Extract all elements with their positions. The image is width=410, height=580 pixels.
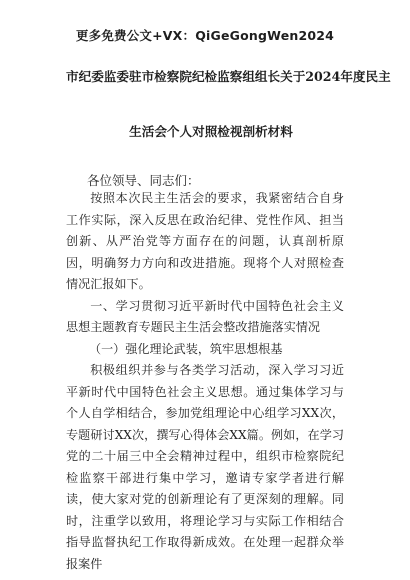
intro-paragraph: 按照本次民主生活会的要求，我紧密结合自身工作实际，深入反思在政治纪律、党性作风、担当创新、从严治党等方面存在的问题，认真剖析原因，明确努力方向和改进措施。现将个人对照检查情况汇报如下。	[66, 191, 344, 291]
section-1-heading: 一、学习贯彻习近平新时代中国特色社会主义思想主题教育专题民主生活会整改措施落实情况	[66, 298, 344, 334]
subsection-1-heading: （一）强化理论武装，筑牢思想根基	[88, 341, 283, 356]
subsection-1-paragraph: 积极组织并参与各类学习活动，深入学习习近平新时代中国特色社会主义思想。通过集体学习与个人自学相结合，参加党组理论中心组学习XX次，专题研讨XX次，撰写心得体会XX篇。例如，在学习党的二十届三中全会精神过程中，组织市检察院纪检监察干部进行集中学习，邀请专家学者进行解读，使大家对党的创新理论有了更深刻的理解。同时，注重学以致用，将理论学习与实际工作相结合指导监督执纪工作取得新成效。在处理一起群众举报案件	[66, 363, 344, 571]
salutation: 各位领导、同志们：	[87, 173, 200, 188]
promo-header: 更多免费公文+VX：QiGeGongWen2024	[75, 28, 335, 43]
document-body	[66, 188, 344, 575]
document-title-line-1: 市纪委监委驻市检察院纪检监察组组长关于2024年度民主	[66, 69, 391, 84]
document-title-line-2: 生活会个人对照检视剖析材料	[129, 124, 293, 139]
